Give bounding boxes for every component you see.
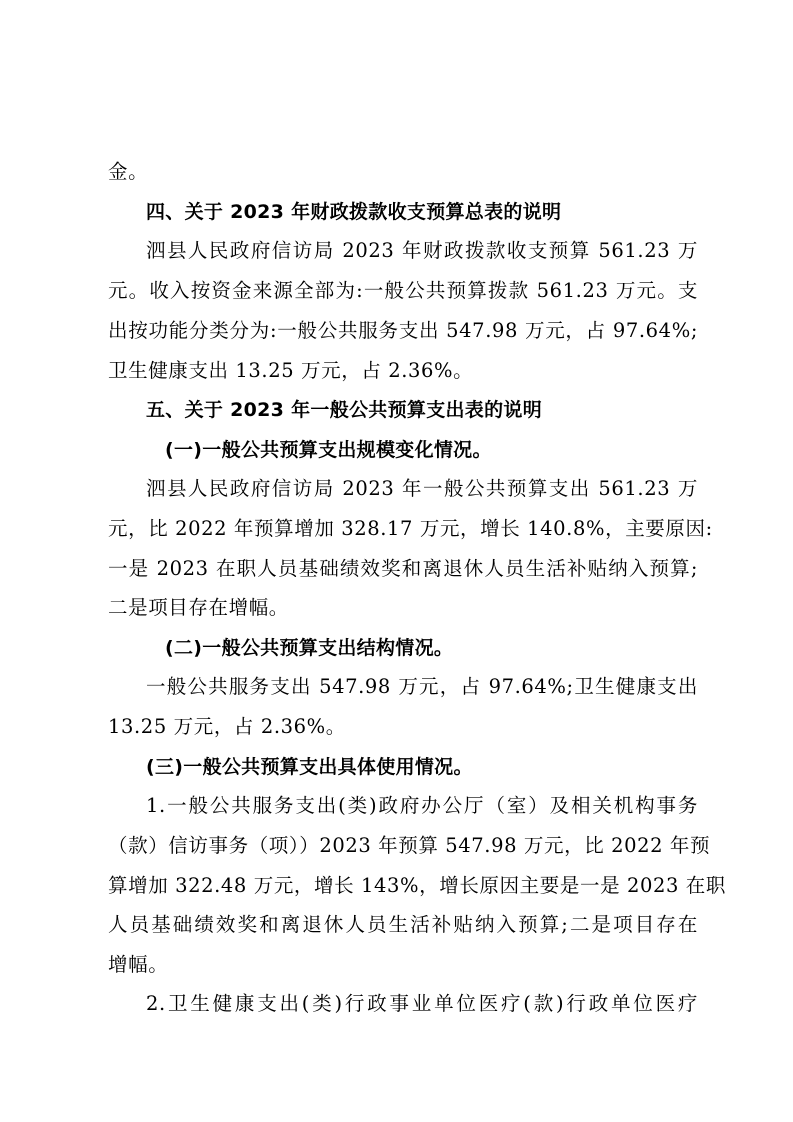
section-heading-5: 五、关于 2023 年一般公共预算支出表的说明 <box>146 399 543 421</box>
subheading-3: (三)一般公共预算支出具体使用情况。 <box>146 756 473 778</box>
paragraph-line: 泗县人民政府信访局 2023 年一般公共预算支出 561.23 万 <box>146 477 698 500</box>
paragraph-line: 13.25 万元，占 2.36%。 <box>108 715 346 738</box>
paragraph-line: 人员基础绩效奖和离退休人员生活补贴纳入预算;二是项目存在 <box>108 913 698 936</box>
section-heading-4: 四、关于 2023 年财政拨款收支预算总表的说明 <box>146 201 562 223</box>
paragraph-line: 出按功能分类分为:一般公共服务支出 547.98 万元，占 97.64%; <box>108 319 698 342</box>
paragraph-line: 泗县人民政府信访局 2023 年财政拨款收支预算 561.23 万 <box>146 239 698 262</box>
paragraph-line: 1.一般公共服务支出(类)政府办公厅（室）及相关机构事务 <box>146 794 698 817</box>
paragraph-line: 2.卫生健康支出(类)行政事业单位医疗(款)行政单位医疗 <box>146 992 698 1015</box>
paragraph-line: 增幅。 <box>108 953 169 976</box>
paragraph-line: 元，比 2022 年预算增加 328.17 万元，增长 140.8%，主要原因: <box>108 517 713 540</box>
paragraph-line: 卫生健康支出 13.25 万元，占 2.36%。 <box>108 359 474 382</box>
paragraph-line: 一般公共服务支出 547.98 万元，占 97.64%;卫生健康支出 <box>146 675 698 698</box>
subheading-1: (一)一般公共预算支出规模变化情况。 <box>165 439 492 461</box>
paragraph-line: 元。收入按资金来源全部为:一般公共预算拨款 561.23 万元。支 <box>108 279 698 302</box>
paragraph-line: 算增加 322.48 万元，增长 143%，增长原因主要是一是 2023 在职 <box>108 874 726 897</box>
paragraph-line: （款）信访事务（项））2023 年预算 547.98 万元，比 2022 年预 <box>108 834 711 857</box>
paragraph-line: 一是 2023 在职人员基础绩效奖和离退休人员生活补贴纳入预算; <box>108 557 698 580</box>
paragraph-line: 二是项目存在增幅。 <box>108 596 289 619</box>
paragraph-line: 金。 <box>108 160 149 183</box>
subheading-2: (二)一般公共预算支出结构情况。 <box>165 637 454 659</box>
